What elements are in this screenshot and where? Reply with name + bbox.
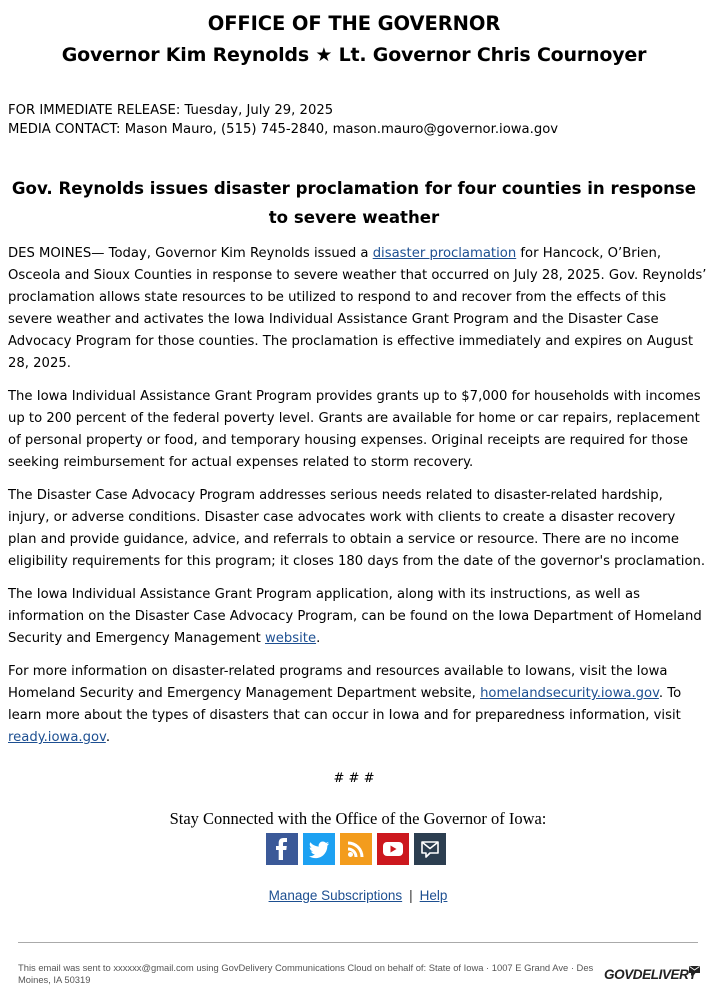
manage-subscriptions-link[interactable]: Manage Subscriptions (268, 888, 403, 903)
paragraph-1: DES MOINES— Today, Governor Kim Reynolds issued a disaster proclamation for Hancock, O’Brien, Osceola and Sioux Counties in response to severe weather that occurred on July 28, 2025. Gov. Reynolds’ proclamation allows state resources to be utilized to respond to and recover from the effects of this severe weather and activates the Iowa Individual Assistance Grant Program and the Disaster Case Advocacy Program for those counties. The proclamation is effective immediately and expires on August 28, 2025. (8, 246, 707, 371)
disaster-proclamation-link[interactable]: disaster proclamation (372, 246, 517, 261)
govdelivery-wordmark: GOVDELIVERY (604, 967, 697, 982)
media-contact: MEDIA CONTACT: Mason Mauro, (515) 745-2840, mason.mauro@governor.iowa.gov (8, 122, 559, 137)
paragraph-2: The Iowa Individual Assistance Grant Program provides grants up to $7,000 for households with incomes up to 200 percent of the federal poverty level. Grants are available for home or car repairs, replacement of personal property or food, and temporary housing expenses. Original receipts are required for those seeking reimbursement for actual expenses related to storm recovery. (8, 389, 701, 470)
youtube-icon[interactable] (377, 833, 409, 865)
subscription-links (0, 888, 708, 903)
social-links (266, 833, 446, 865)
release-date: FOR IMMEDIATE RELEASE: Tuesday, July 29, 2025 (8, 103, 334, 118)
homelandsecurity-link[interactable]: homelandsecurity.iowa.gov (480, 686, 659, 701)
footer-divider (18, 942, 698, 943)
office-title: OFFICE OF THE GOVERNOR (207, 12, 501, 35)
ready-iowa-link[interactable]: ready.iowa.gov (8, 730, 106, 745)
twitter-icon[interactable] (303, 833, 335, 865)
release-info (8, 101, 558, 139)
paragraph-4: The Iowa Individual Assistance Grant Program application, along with its instructions, as well as information on the Disaster Case Advocacy Program, can be found on the Iowa Department of Homeland Security and Emergency Management website. (8, 587, 702, 646)
letterhead (0, 0, 708, 72)
press-headline: Gov. Reynolds issues disaster proclamation for four counties in response to severe weather (11, 179, 697, 227)
governor-names: Governor Kim Reynolds ★ Lt. Governor Chris Cournoyer (61, 44, 647, 66)
paragraph-5: For more information on disaster-related programs and resources available to Iowans, visit the Iowa Homeland Security and Emergency Management Department website, homelandsecurity.iowa.gov. To learn more about the types of disasters that can occur in Iowa and for preparedness information, visit ready.iowa.gov. (8, 664, 682, 745)
email-icon[interactable] (414, 833, 446, 865)
end-marker: # # # (333, 771, 375, 786)
website-link[interactable]: website (264, 631, 317, 646)
footer-text: This email was sent to xxxxxx@gmail.com using GovDelivery Communications Cloud on behalf of: State of Iowa · 1007 E Grand Ave · Des Moines, IA 50319 (18, 962, 594, 985)
govdelivery-logo[interactable] (604, 964, 702, 996)
press-body (8, 243, 708, 760)
help-link[interactable]: Help (419, 888, 448, 903)
rss-icon[interactable] (340, 833, 372, 865)
stay-connected-text: Stay Connected with the Office of the Governor of Iowa: (169, 809, 547, 828)
link-separator: | (409, 888, 413, 903)
paragraph-3: The Disaster Case Advocacy Program addresses serious needs related to disaster-related hardship, injury, or adverse conditions. Disaster case advocates work with clients to create a disaster recovery plan and provide guidance, advice, and referrals to obtain a service or resource. There are no income eligibility requirements for this program; it closes 180 days from the date of the governor's proclamation. (8, 488, 706, 569)
facebook-icon[interactable] (266, 833, 298, 865)
